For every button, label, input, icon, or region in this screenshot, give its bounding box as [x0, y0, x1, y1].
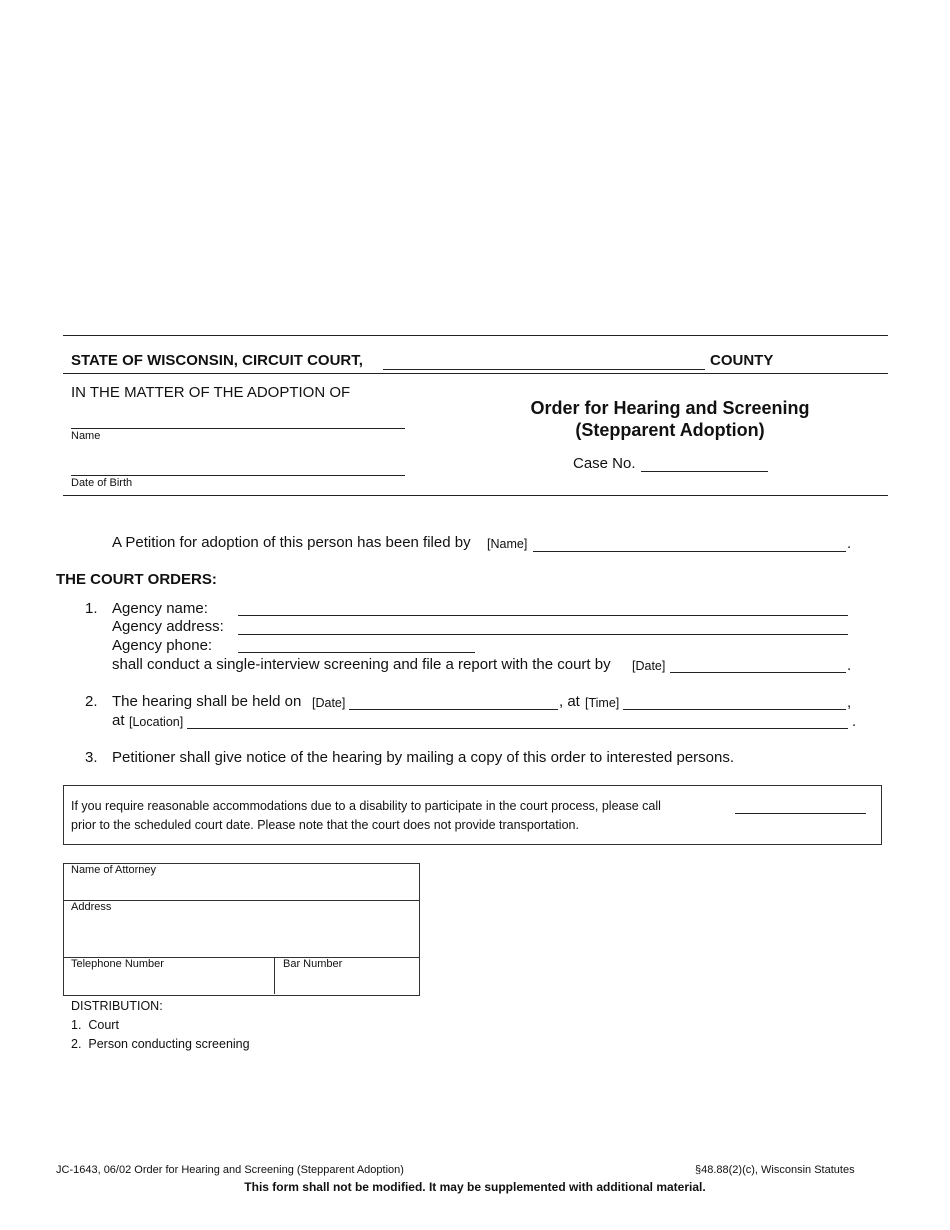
date-of-birth-field[interactable]	[71, 459, 405, 476]
footer-statute: §48.88(2)(c), Wisconsin Statutes	[695, 1164, 855, 1176]
agency-phone-label: Agency phone:	[112, 637, 213, 654]
hearing-time-field[interactable]	[623, 693, 846, 710]
location-hint: [Location]	[129, 715, 184, 729]
county-label: COUNTY	[710, 352, 774, 369]
attorney-bar-label: Bar Number	[283, 958, 343, 970]
distribution-heading: DISTRIBUTION:	[71, 999, 163, 1013]
attorney-address-field[interactable]	[71, 917, 411, 933]
attorney-bar-field[interactable]	[283, 974, 411, 990]
attorney-name-field[interactable]	[71, 879, 411, 895]
petition-text: A Petition for adoption of this person has been filed by	[112, 534, 471, 551]
footer-notice: This form shall not be modified. It may be supplemented with additional material.	[244, 1180, 706, 1194]
petitioner-name-field[interactable]	[533, 535, 846, 552]
agency-address-label: Agency address:	[112, 618, 224, 635]
item2-number: 2.	[85, 693, 98, 710]
hearing-comma: ,	[847, 694, 852, 711]
hearing-date-hint: [Date]	[312, 696, 346, 710]
attorney-vertical-divider	[274, 957, 275, 994]
screening-text: shall conduct a single-interview screening and file a report with the court by	[112, 656, 611, 673]
accommodation-box	[63, 785, 882, 845]
form-title-line1: Order for Hearing and Screening	[530, 398, 810, 418]
accommodation-phone-field[interactable]	[735, 797, 866, 814]
screening-end: .	[847, 657, 852, 674]
form-title-line2: (Stepparent Adoption)	[575, 420, 765, 440]
court-label: STATE OF WISCONSIN, CIRCUIT COURT,	[71, 352, 363, 369]
petition-name-hint: [Name]	[487, 537, 528, 551]
location-end: .	[852, 713, 857, 730]
caption-rule	[63, 373, 888, 374]
footer-form-id: JC-1643, 06/02 Order for Hearing and Screening (Stepparent Adoption)	[56, 1164, 404, 1176]
caption-bottom-rule	[63, 495, 888, 496]
screening-date-hint: [Date]	[632, 659, 666, 673]
attorney-phone-field[interactable]	[71, 974, 267, 990]
caption-top-rule	[63, 335, 888, 336]
hearing-location-field[interactable]	[187, 712, 848, 729]
attorney-address-label: Address	[71, 901, 112, 913]
accommodation-line1: If you require reasonable accommodations due to a disability to participate in the court process, please call	[71, 799, 661, 813]
adoptee-name-field[interactable]	[71, 412, 405, 429]
hearing-date-field[interactable]	[349, 693, 558, 710]
attorney-divider-1	[63, 900, 419, 901]
attorney-name-label: Name of Attorney	[71, 864, 156, 876]
distribution-item: 2. Person conducting screening	[71, 1037, 250, 1051]
case-no-field[interactable]	[641, 455, 768, 472]
distribution-item: 1. Court	[71, 1018, 119, 1032]
attorney-phone-label: Telephone Number	[71, 958, 164, 970]
agency-phone-field[interactable]	[238, 636, 475, 653]
court-orders-heading: THE COURT ORDERS:	[56, 571, 217, 588]
location-at-label: at	[112, 712, 125, 729]
agency-name-field[interactable]	[238, 599, 848, 616]
agency-name-label: Agency name:	[112, 600, 208, 617]
hearing-time-hint: [Time]	[585, 696, 620, 710]
hearing-at-text: , at	[559, 693, 580, 710]
name-caption: Name	[71, 430, 101, 442]
accommodation-line2: prior to the scheduled court date. Please note that the court does not provide transportation.	[71, 818, 579, 832]
case-no-label: Case No.	[573, 455, 636, 472]
notice-text: Petitioner shall give notice of the hearing by mailing a copy of this order to interested persons.	[112, 749, 735, 766]
matter-label: IN THE MATTER OF THE ADOPTION OF	[71, 384, 351, 401]
item1-number: 1.	[85, 600, 98, 617]
petition-end: .	[847, 535, 852, 552]
hearing-text: The hearing shall be held on	[112, 693, 302, 710]
item3-number: 3.	[85, 749, 98, 766]
screening-date-field[interactable]	[670, 656, 846, 673]
form-title	[500, 397, 840, 441]
agency-address-field[interactable]	[238, 618, 848, 635]
county-field[interactable]	[383, 353, 705, 370]
dob-caption: Date of Birth	[71, 477, 133, 489]
